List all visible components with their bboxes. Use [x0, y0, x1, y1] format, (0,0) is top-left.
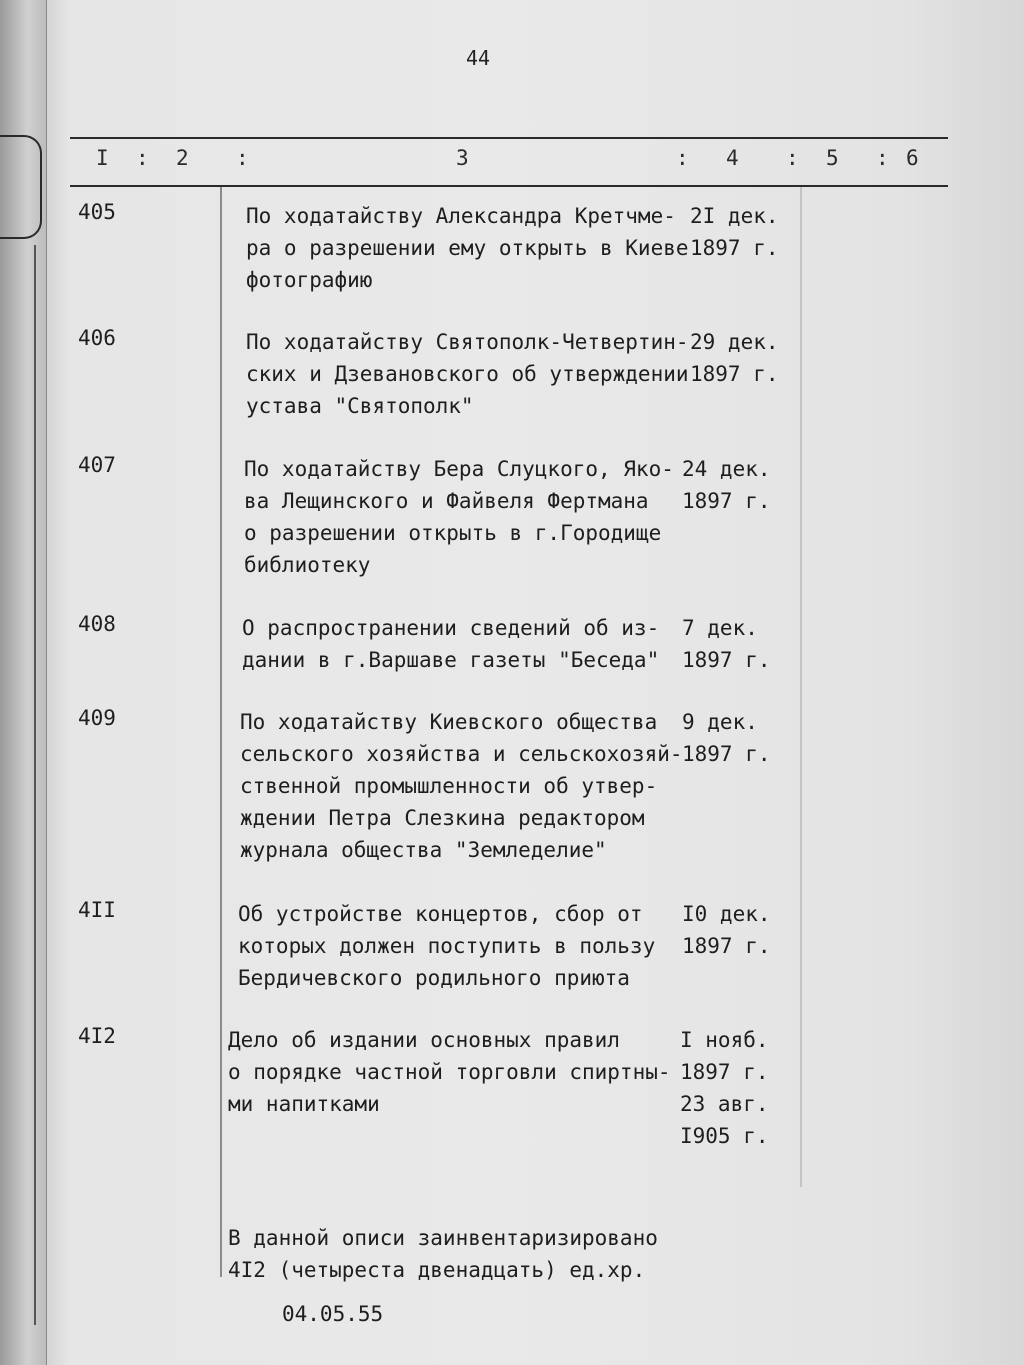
column-divider: [220, 187, 222, 1277]
entry-date: 24 дек. 1897 г.: [682, 457, 771, 513]
entry-date: I нояб. 1897 г. 23 авг. I905 г.: [680, 1028, 769, 1148]
adjacent-page-rule: [0, 245, 36, 1325]
column-header-4: 4: [726, 146, 739, 170]
entry-number: 407: [78, 453, 116, 477]
entry-date: I0 дек. 1897 г.: [682, 902, 771, 958]
column-header-2: 2: [176, 146, 189, 170]
adjacent-page-edge: [0, 0, 47, 1365]
entry-description: По ходатайству Святополк-Четвертин- ских и Дзевановского об утверждении устава "Святополк": [246, 330, 689, 418]
column-header-6: 6: [906, 146, 919, 170]
entry-number: 406: [78, 326, 116, 350]
entry-description: О распространении сведений об из- дании в г.Варшаве газеты "Беседа": [242, 616, 660, 672]
entry-date: 2I дек. 1897 г.: [690, 204, 779, 260]
entry-number: 408: [78, 612, 116, 636]
column-separator: :: [786, 146, 799, 170]
column-header-5: 5: [826, 146, 839, 170]
entry-number: 409: [78, 706, 116, 730]
entry-number: 405: [78, 200, 116, 224]
header-bottom-rule: [70, 185, 948, 187]
entry-date: 7 дек. 1897 г.: [682, 616, 771, 672]
header-top-rule: [70, 137, 948, 139]
entry-description: По ходатайству Киевского общества сельского хозяйства и сельскохозяй- ственной промышленности об утвер- ждении Петра Слезкина редактором журнала общества "Земледелие": [240, 710, 683, 862]
inventory-summary: В данной описи заинвентаризировано 4I2 (четыреста двенадцать) ед.хр.: [228, 1226, 658, 1282]
column-header-3: 3: [456, 146, 469, 170]
entry-description: По ходатайству Александра Кретчме- ра о разрешении ему открыть в Киеве фотографию: [246, 204, 689, 292]
entry-number: 4I2: [78, 1024, 116, 1048]
column-separator: :: [676, 146, 689, 170]
entry-date: 9 дек. 1897 г.: [682, 710, 771, 766]
page-number: 44: [466, 46, 491, 70]
entry-description: Об устройстве концертов, сбор от которых должен поступить в пользу Бердичевского родильного приюта: [238, 902, 656, 990]
entry-description: Дело об издании основных правил о порядке частной торговли спиртны- ми напитками: [228, 1028, 671, 1116]
column-header-1: I: [96, 146, 109, 170]
column-separator: :: [876, 146, 889, 170]
entry-number: 4II: [78, 898, 116, 922]
document-date: 04.05.55: [282, 1302, 384, 1326]
column-separator: :: [136, 146, 149, 170]
column-header-row: [0, 146, 1024, 176]
column-separator: :: [236, 146, 249, 170]
entry-date: 29 дек. 1897 г.: [690, 330, 779, 386]
column-divider: [800, 187, 802, 1187]
entry-description: По ходатайству Бера Слуцкого, Яко- ва Лещинского и Файвеля Фертмана о разрешении открыть в г.Городище библиотеку: [244, 457, 674, 577]
